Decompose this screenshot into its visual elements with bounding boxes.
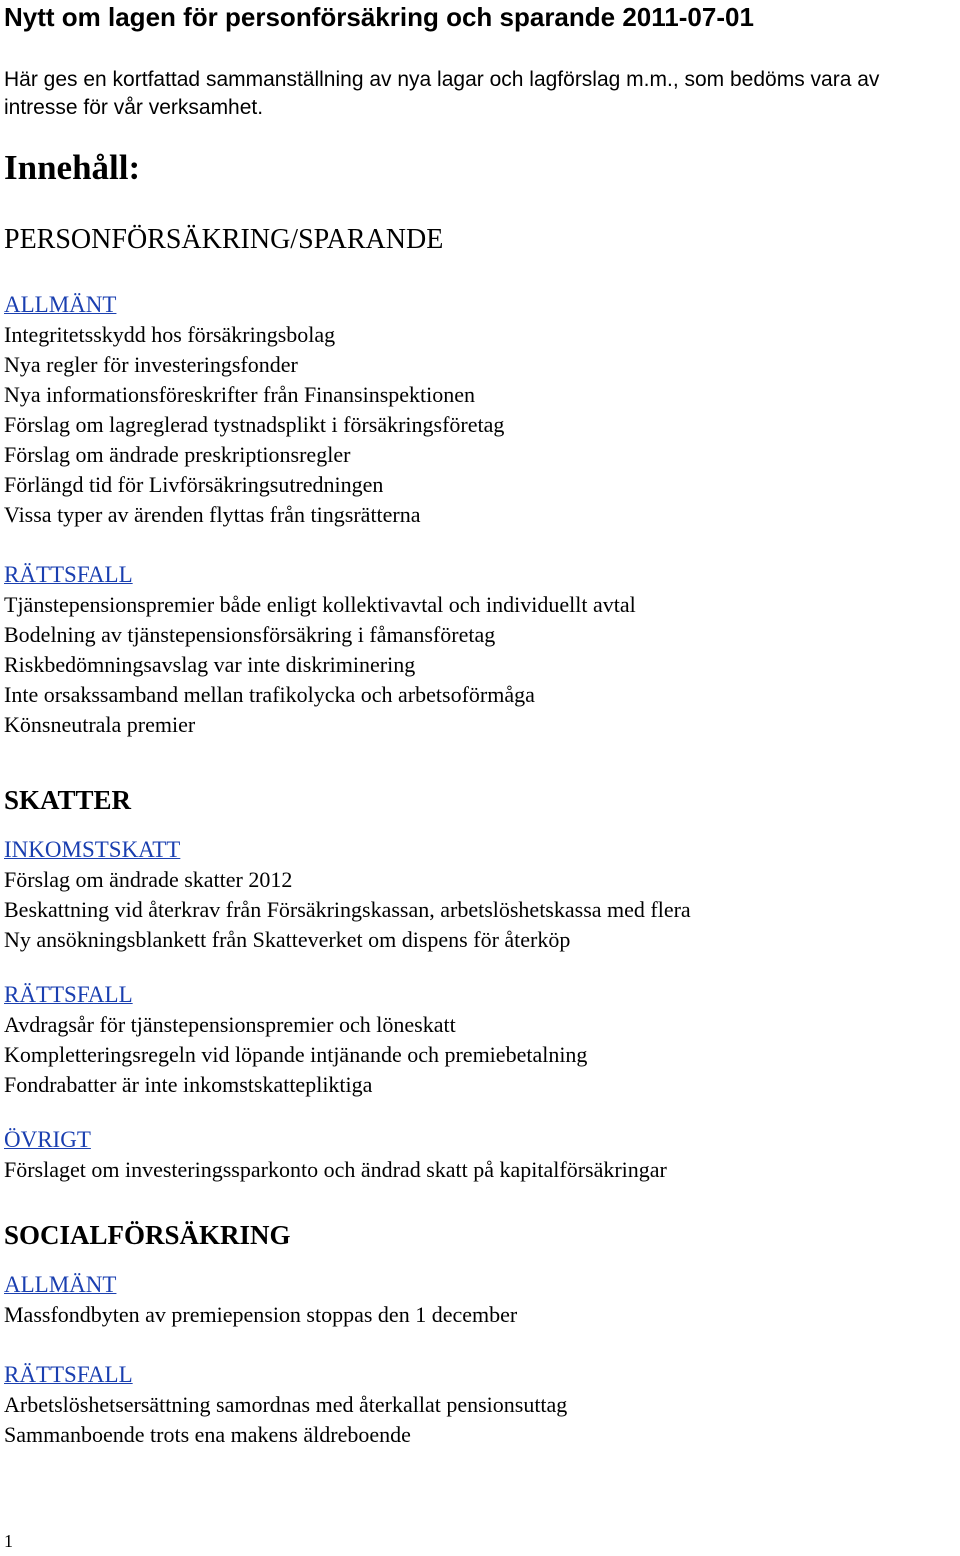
section-heading: SOCIALFÖRSÄKRING	[4, 1220, 291, 1250]
subsection-link-rattsfall[interactable]: RÄTTSFALL	[4, 1362, 133, 1387]
toc-heading: Innehåll:	[4, 148, 141, 187]
toc-item: Riskbedömningsavslag var inte diskriminering	[4, 652, 416, 677]
subsection-link-inkomstskatt[interactable]: INKOMSTSKATT	[4, 837, 181, 862]
toc-item: Förslag om ändrade skatter 2012	[4, 867, 293, 892]
toc-item: Inte orsakssamband mellan trafikolycka och arbetsoförmåga	[4, 682, 535, 707]
toc-item: Nya regler för investeringsfonder	[4, 352, 298, 377]
toc-item: Ny ansökningsblankett från Skatteverket om dispens för återköp	[4, 927, 571, 952]
table-of-contents	[4, 220, 956, 1450]
toc-item: Tjänstepensionspremier både enligt kollektivavtal och individuellt avtal	[4, 592, 636, 617]
toc-item: Förslag om ändrade preskriptionsregler	[4, 442, 351, 467]
toc-item: Förslaget om investeringssparkonto och ändrad skatt på kapitalförsäkringar	[4, 1157, 667, 1182]
toc-item: Nya informationsföreskrifter från Finansinspektionen	[4, 382, 476, 407]
subsection-link-allmant[interactable]: ALLMÄNT	[4, 1272, 117, 1297]
toc-item: Förslag om lagreglerad tystnadsplikt i försäkringsföretag	[4, 412, 505, 437]
section-heading: SKATTER	[4, 785, 132, 815]
toc-section-socialforsakring	[4, 1215, 956, 1450]
subsection-link-ovrigt[interactable]: ÖVRIGT	[4, 1127, 91, 1152]
intro-paragraph: Här ges en kortfattad sammanställning av nya lagar och lagförslag m.m., som bedöms vara av intresse för vår verksamhet.	[4, 68, 880, 119]
document-title: Nytt om lagen för personförsäkring och sparande 2011-07-01	[4, 2, 754, 32]
toc-item: Vissa typer av ärenden flyttas från tingsrätterna	[4, 502, 421, 527]
toc-item: Massfondbyten av premiepension stoppas den 1 december	[4, 1302, 518, 1327]
toc-item: Integritetsskydd hos försäkringsbolag	[4, 322, 336, 347]
subsection-link-rattsfall[interactable]: RÄTTSFALL	[4, 982, 133, 1007]
toc-item: Bodelning av tjänstepensionsförsäkring i fåmansföretag	[4, 622, 496, 647]
toc-item: Arbetslöshetsersättning samordnas med återkallat pensionsuttag	[4, 1392, 568, 1417]
toc-item: Beskattning vid återkrav från Försäkringskassan, arbetslöshetskassa med flera	[4, 897, 691, 922]
toc-section-skatter	[4, 780, 956, 1185]
toc-item: Kompletteringsregeln vid löpande intjänande och premiebetalning	[4, 1042, 588, 1067]
toc-section-personforsakring	[4, 220, 956, 740]
page-number: 1	[4, 1531, 13, 1551]
subsection-link-allmant[interactable]: ALLMÄNT	[4, 292, 117, 317]
toc-item: Sammanboende trots ena makens äldreboende	[4, 1422, 411, 1447]
subsection-link-rattsfall[interactable]: RÄTTSFALL	[4, 562, 133, 587]
toc-item: Fondrabatter är inte inkomstskattepliktiga	[4, 1072, 373, 1097]
toc-item: Könsneutrala premier	[4, 712, 196, 737]
toc-item: Förlängd tid för Livförsäkringsutredningen	[4, 472, 384, 497]
toc-item: Avdragsår för tjänstepensionspremier och löneskatt	[4, 1012, 456, 1037]
section-heading: PERSONFÖRSÄKRING/SPARANDE	[4, 224, 444, 255]
